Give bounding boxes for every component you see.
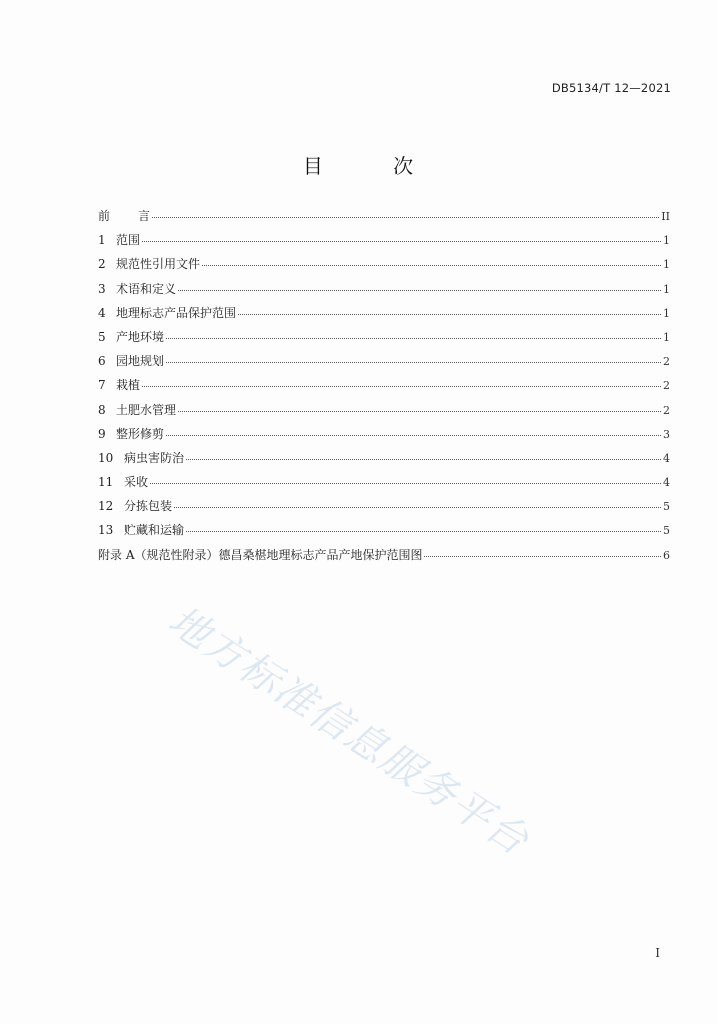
toc-entry-label: 地理标志产品保护范围 [116, 305, 237, 320]
toc-entry-page: 5 [663, 524, 670, 538]
toc-entry-number: 前 [98, 209, 111, 223]
toc-entry-page: 1 [663, 234, 670, 248]
toc-entry-11[interactable] [98, 473, 670, 497]
toc-entry-page: 2 [663, 403, 670, 417]
toc-entry-page: 6 [663, 548, 670, 562]
toc-entry-7[interactable] [98, 376, 670, 400]
toc-entry-3[interactable] [98, 280, 670, 304]
toc-dot-leader [142, 241, 661, 242]
toc-entry-1[interactable] [98, 231, 670, 255]
toc-entry-number: 5 [98, 329, 106, 344]
toc-entry-number: 11 [98, 475, 114, 490]
toc-entry-label: 言 [138, 209, 151, 223]
toc-entry-page: 2 [663, 355, 670, 369]
toc-entry-number: 12 [98, 499, 114, 514]
toc-dot-leader [166, 362, 661, 363]
toc-entry-number: 6 [98, 354, 106, 369]
toc-entry-page: 5 [663, 500, 670, 514]
toc-entry-page: 4 [663, 451, 670, 465]
toc-entry-number: 3 [98, 281, 106, 296]
toc-entry-page: II [661, 210, 670, 223]
toc-entry-8[interactable] [98, 401, 670, 425]
toc-entry-label: 术语和定义 [116, 281, 177, 296]
watermark: 地方标准信息服务平台 [160, 597, 538, 865]
toc-entry-12[interactable] [98, 497, 670, 521]
toc-entry-label: 整形修剪 [116, 426, 165, 441]
toc-dot-leader [202, 265, 661, 266]
toc-dot-leader [238, 314, 661, 315]
toc-entry-13[interactable] [98, 521, 670, 545]
toc-entry-label: 范围 [116, 233, 141, 248]
toc-dot-leader [174, 507, 661, 508]
page-number: I [655, 946, 660, 960]
toc-entry-5[interactable] [98, 328, 670, 352]
toc-entry-number: 7 [98, 378, 106, 393]
toc-entry-label: 贮藏和运输 [124, 523, 185, 538]
toc-entry-number: 2 [98, 257, 106, 272]
toc-entry-number: 10 [98, 450, 114, 465]
toc-dot-leader [166, 338, 661, 339]
toc-entry-page: 4 [663, 476, 670, 490]
toc-entry-label: 附录 A（规范性附录）德昌桑椹地理标志产品产地保护范围图 [98, 547, 423, 562]
toc-entry-label: 园地规划 [116, 354, 165, 369]
toc-entry-9[interactable] [98, 425, 670, 449]
toc-dot-leader [166, 435, 661, 436]
toc-entry-label: 病虫害防治 [124, 450, 185, 465]
toc-entry-page: 1 [663, 258, 670, 272]
toc-entry-4[interactable] [98, 304, 670, 328]
toc-entry-label: 分拣包装 [124, 499, 173, 514]
toc-entry-10[interactable] [98, 449, 670, 473]
toc-dot-leader [142, 386, 661, 387]
document-code: DB5134/T 12—2021 [551, 81, 671, 95]
toc-entry-label: 栽植 [116, 378, 141, 393]
toc-entry-page: 1 [663, 282, 670, 296]
toc-dot-leader [186, 459, 661, 460]
table-of-contents [98, 207, 670, 570]
toc-entry-number: 1 [98, 233, 106, 248]
toc-entry-6[interactable] [98, 352, 670, 376]
toc-entry-foreword[interactable] [98, 207, 670, 231]
toc-dot-leader [186, 531, 661, 532]
toc-entry-label: 产地环境 [116, 329, 165, 344]
toc-entry-page: 3 [663, 427, 670, 441]
toc-entry-label: 规范性引用文件 [116, 257, 201, 272]
toc-entry-number: 13 [98, 523, 114, 538]
toc-dot-leader [178, 411, 661, 412]
toc-entry-label: 采收 [124, 475, 149, 490]
toc-dot-leader [150, 483, 661, 484]
toc-entry-number: 8 [98, 402, 106, 417]
toc-entry-label: 土肥水管理 [116, 402, 177, 417]
toc-dot-leader [152, 217, 659, 218]
toc-dot-leader [178, 290, 661, 291]
toc-entry-number: 4 [98, 305, 106, 320]
toc-entry-page: 1 [663, 330, 670, 344]
toc-entry-2[interactable] [98, 255, 670, 279]
toc-dot-leader [424, 556, 661, 557]
page-title: 目 次 [302, 154, 446, 178]
toc-entry-number: 9 [98, 426, 106, 441]
toc-entry-page: 2 [663, 379, 670, 393]
toc-entry-appendix-a[interactable] [98, 546, 670, 570]
toc-entry-page: 1 [663, 306, 670, 320]
